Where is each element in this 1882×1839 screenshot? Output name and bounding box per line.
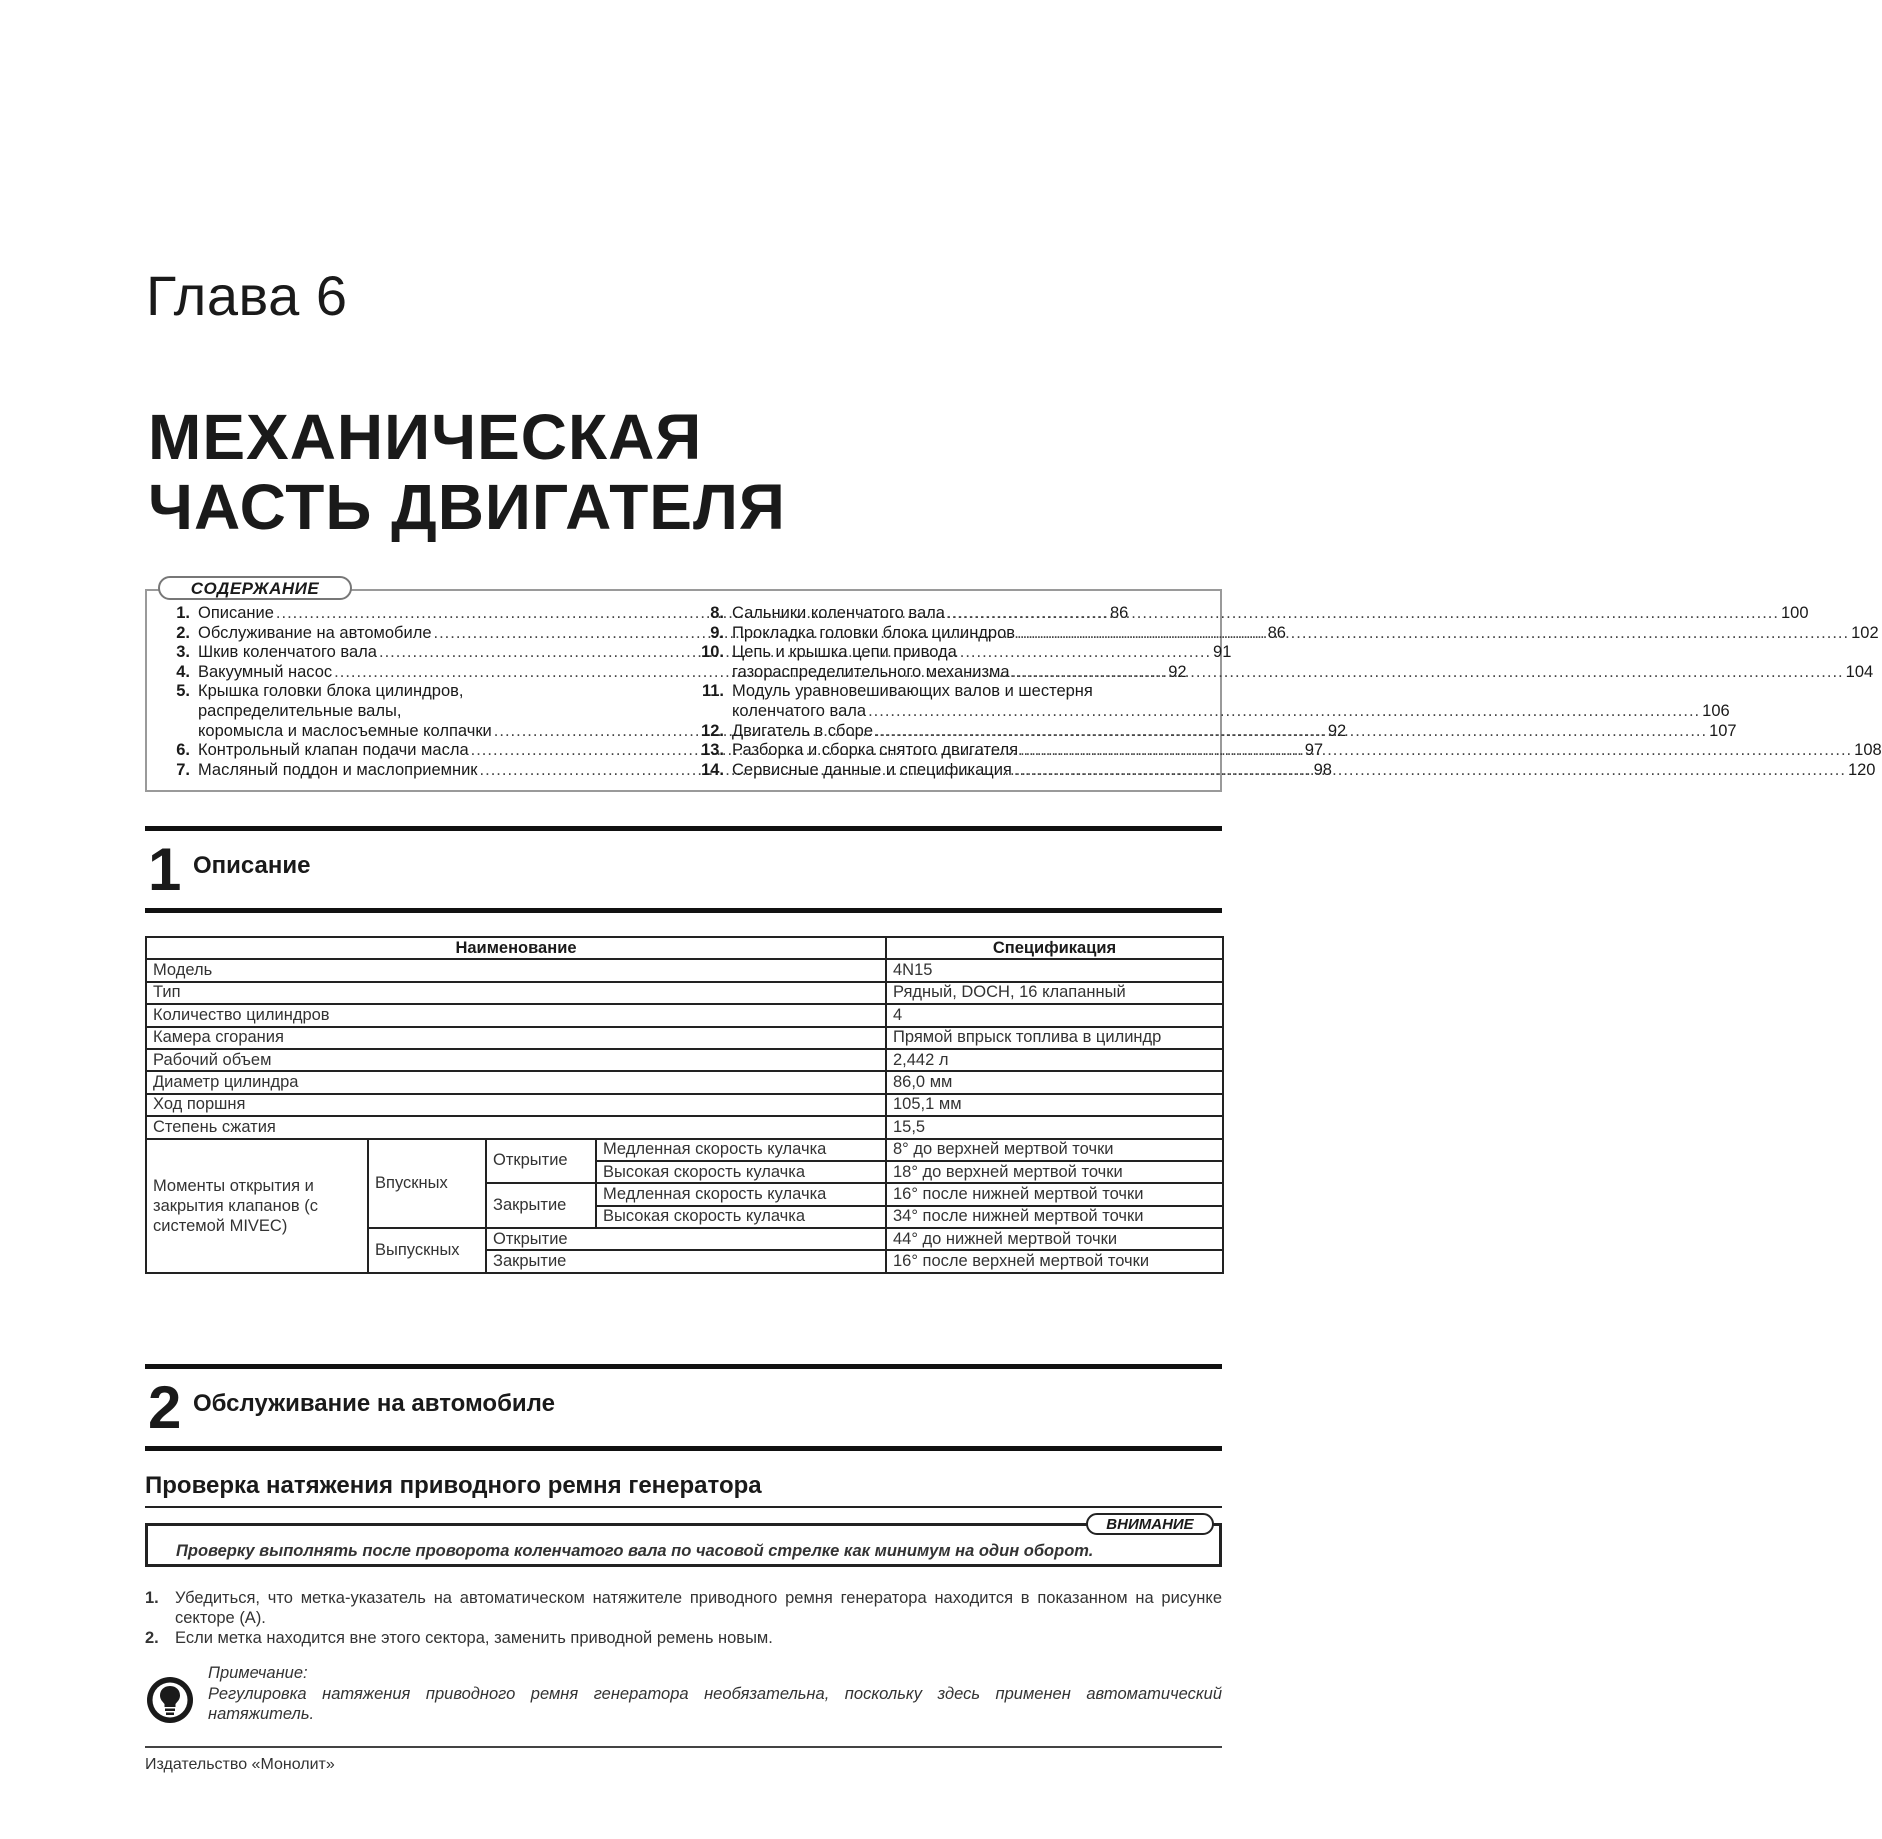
chapter-title-line2: ЧАСТЬ ДВИГАТЕЛЯ bbox=[148, 471, 786, 543]
toc-item-number: 5. bbox=[176, 682, 190, 701]
toc-item-body bbox=[732, 722, 1737, 742]
spec-table bbox=[145, 936, 1224, 1274]
spec-row-name: Рабочий объем bbox=[146, 1049, 886, 1071]
toc-item-number: 6. bbox=[176, 741, 190, 760]
step-number: 1. bbox=[145, 1589, 159, 1607]
footer-publisher: Издательство «Монолит» bbox=[145, 1756, 335, 1773]
toc-item-number: 1. bbox=[176, 604, 190, 622]
toc-page-number: 97 bbox=[1304, 741, 1324, 760]
section1-title: Описание bbox=[193, 852, 311, 879]
toc-item-title: распределительные валы, bbox=[198, 701, 402, 720]
toc-page-number: 102 bbox=[1851, 623, 1879, 642]
toc-item-title: Модуль уравновешивающих валов и шестерня bbox=[732, 682, 1093, 701]
cam-slow-label: Медленная скорость кулачка bbox=[596, 1139, 886, 1161]
lightbulb-icon bbox=[145, 1675, 195, 1725]
toc-item bbox=[690, 682, 1730, 721]
step-item bbox=[145, 1628, 1222, 1648]
toc-item-number: 3. bbox=[176, 643, 190, 662]
spec-row-value: Прямой впрыск топлива в цилиндр bbox=[886, 1027, 1223, 1049]
toc-line bbox=[732, 761, 1875, 781]
section1-top-rule bbox=[145, 826, 1222, 831]
step-item bbox=[145, 1588, 1222, 1628]
toc-item-title: Цепь и крышка цепи привода bbox=[732, 643, 957, 662]
intake-label: Впускных bbox=[368, 1139, 486, 1229]
toc-item-number: 9. bbox=[710, 623, 724, 642]
valve-timing-label: Моменты открытия и закрытия клапанов (с системой MIVEC) bbox=[146, 1139, 368, 1273]
spec-row bbox=[146, 959, 1223, 981]
valve-row bbox=[146, 1139, 1223, 1161]
note-label: Примечание: bbox=[208, 1664, 308, 1682]
toc-page-number: 92 bbox=[1327, 721, 1347, 740]
spec-row bbox=[146, 982, 1223, 1004]
chapter-title bbox=[148, 402, 786, 542]
toc-line bbox=[732, 722, 1737, 742]
spec-row bbox=[146, 1094, 1223, 1116]
spec-row bbox=[146, 1049, 1223, 1071]
footer-rule bbox=[145, 1746, 1222, 1748]
toc-item-number: 14. bbox=[701, 760, 724, 779]
toc-page-number: 120 bbox=[1847, 760, 1876, 779]
intake-open-slow-value: 8° до верхней мертвой точки bbox=[886, 1139, 1223, 1161]
toc-line bbox=[732, 643, 1873, 663]
spec-row-value: 15,5 bbox=[886, 1116, 1223, 1138]
exhaust-close-value: 16° после верхней мертвой точки bbox=[886, 1250, 1223, 1272]
warning-text: Проверку выполнять после проворота коленчатого вала по часовой стрелке как минимум на один оборот. bbox=[176, 1542, 1094, 1560]
exhaust-open-value: 44° до нижней мертвой точки bbox=[886, 1228, 1223, 1250]
toc-page-number: 104 bbox=[1845, 662, 1874, 681]
toc-item-title: газораспределительного механизма bbox=[732, 662, 1010, 681]
cam-slow-label: Медленная скорость кулачка bbox=[596, 1183, 886, 1205]
toc-page-number: 86 bbox=[1109, 604, 1129, 622]
toc-item-title: Сервисные данные и спецификация bbox=[732, 760, 1012, 779]
toc-line bbox=[732, 663, 1873, 683]
toc-item-title: Шкив коленчатого вала bbox=[198, 643, 377, 662]
toc-leader-dots bbox=[1014, 761, 1846, 781]
toc-item-number: 10. bbox=[701, 643, 724, 662]
toc-page-number: 92 bbox=[1168, 662, 1187, 681]
spec-row bbox=[146, 1004, 1223, 1026]
toc-page-number: 98 bbox=[1313, 760, 1332, 779]
toc-item-body bbox=[732, 761, 1875, 781]
toc-item-body bbox=[732, 624, 1879, 644]
toc-item-body bbox=[732, 741, 1882, 761]
toc-line bbox=[732, 741, 1882, 761]
cam-fast-label: Высокая скорость кулачка bbox=[596, 1161, 886, 1183]
toc-item-number: 12. bbox=[701, 721, 724, 740]
toc-leader-dots bbox=[947, 604, 1779, 624]
subsection-heading: Проверка натяжения приводного ремня генератора bbox=[145, 1472, 1222, 1508]
toc-page-number: 91 bbox=[1213, 643, 1232, 662]
toc-item-title: Крышка головки блока цилиндров, bbox=[198, 682, 464, 701]
toc-item-title: Сальники коленчатого вала bbox=[732, 604, 945, 622]
toc-item-body bbox=[732, 682, 1730, 721]
toc-item bbox=[690, 604, 1809, 624]
toc-item-number: 7. bbox=[176, 760, 190, 779]
section2-title: Обслуживание на автомобиле bbox=[193, 1390, 555, 1417]
toc-page-number: 106 bbox=[1702, 701, 1730, 720]
toc-leader-dots bbox=[1017, 624, 1849, 644]
chapter-label: Глава 6 bbox=[146, 264, 348, 327]
exhaust-label: Выпускных bbox=[368, 1228, 486, 1273]
toc-item-title: коленчатого вала bbox=[732, 701, 867, 720]
toc-item-number: 8. bbox=[710, 604, 724, 622]
toc-item-title: Разборка и сборка снятого двигателя bbox=[732, 741, 1019, 760]
toc-item-title: Двигатель в сборе bbox=[732, 721, 874, 740]
spec-row-name: Тип bbox=[146, 982, 886, 1004]
section1-number: 1 bbox=[148, 836, 182, 903]
toc-leader-dots bbox=[1012, 663, 1844, 683]
toc-item-title: Вакуумный насос bbox=[198, 662, 333, 681]
toc-item-body bbox=[732, 604, 1809, 624]
toc-heading: СОДЕРЖАНИЕ bbox=[158, 576, 352, 600]
spec-row-name: Диаметр цилиндра bbox=[146, 1071, 886, 1093]
toc-item-number: 4. bbox=[176, 662, 190, 681]
toc-line bbox=[732, 624, 1879, 644]
spec-row-value: 2,442 л bbox=[886, 1049, 1223, 1071]
spec-row-name: Модель bbox=[146, 959, 886, 981]
toc-line bbox=[732, 702, 1730, 722]
step-text: Если метка находится вне этого сектора, заменить приводной ремень новым. bbox=[175, 1629, 773, 1647]
cam-fast-label: Высокая скорость кулачка bbox=[596, 1206, 886, 1228]
spec-row-value: Рядный, DOCH, 16 клапанный bbox=[886, 982, 1223, 1004]
toc-item-number: 11. bbox=[701, 682, 724, 701]
toc-page-number: 107 bbox=[1709, 721, 1737, 740]
toc-item-body bbox=[732, 643, 1873, 682]
toc-item-title: Масляный поддон и маслоприемник bbox=[198, 760, 478, 779]
exhaust-close-label: Закрытие bbox=[486, 1250, 886, 1272]
steps-list bbox=[145, 1588, 1222, 1648]
spec-row bbox=[146, 1027, 1223, 1049]
toc-leader-dots bbox=[1020, 741, 1852, 761]
toc-item-title: Контрольный клапан подачи масла bbox=[198, 741, 469, 760]
spec-row-value: 4 bbox=[886, 1004, 1223, 1026]
intake-open-label: Открытие bbox=[486, 1139, 596, 1184]
spec-row bbox=[146, 1071, 1223, 1093]
toc-item-number: 13. bbox=[701, 741, 724, 760]
toc-item-title: Обслуживание на автомобиле bbox=[198, 623, 432, 642]
intake-open-fast-value: 18° до верхней мертвой точки bbox=[886, 1161, 1223, 1183]
spec-row-value: 4N15 bbox=[886, 959, 1223, 981]
spec-table-header bbox=[146, 937, 1223, 959]
toc-page-number: 86 bbox=[1267, 623, 1286, 642]
toc-item-number: 2. bbox=[176, 623, 190, 642]
spec-row-value: 105,1 мм bbox=[886, 1094, 1223, 1116]
section1-bottom-rule bbox=[145, 908, 1222, 913]
spec-row bbox=[146, 1116, 1223, 1138]
chapter-title-line1: МЕХАНИЧЕСКАЯ bbox=[148, 401, 703, 473]
toc-item-title: Описание bbox=[198, 604, 274, 622]
toc-line bbox=[732, 682, 1730, 702]
toc-leader-dots bbox=[868, 702, 1700, 722]
intake-close-label: Закрытие bbox=[486, 1183, 596, 1228]
warning-tag: ВНИМАНИЕ bbox=[1086, 1513, 1214, 1535]
intake-close-fast-value: 34° после нижней мертвой точки bbox=[886, 1206, 1223, 1228]
toc-page-number: 100 bbox=[1780, 604, 1809, 622]
toc-line bbox=[732, 604, 1809, 624]
spec-row-name: Камера сгорания bbox=[146, 1027, 886, 1049]
spec-row-name: Степень сжатия bbox=[146, 1116, 886, 1138]
note-text: Регулировка натяжения приводного ремня генератора необязательна, поскольку здесь применен автоматический натяжитель. bbox=[208, 1685, 1222, 1723]
exhaust-open-label: Открытие bbox=[486, 1228, 886, 1250]
toc-page-number: 108 bbox=[1854, 741, 1882, 760]
col-name-header: Наименование bbox=[146, 937, 886, 959]
intake-close-slow-value: 16° после нижней мертвой точки bbox=[886, 1183, 1223, 1205]
section2-top-rule bbox=[145, 1364, 1222, 1369]
step-text: Убедиться, что метка-указатель на автоматическом натяжителе приводного ремня генератора находится в показанном на рисунке секторе (А). bbox=[175, 1589, 1222, 1627]
section2-bottom-rule bbox=[145, 1446, 1222, 1451]
spec-row-name: Количество цилиндров bbox=[146, 1004, 886, 1026]
spec-row-name: Ход поршня bbox=[146, 1094, 886, 1116]
col-spec-header: Спецификация bbox=[886, 937, 1223, 959]
spec-row-value: 86,0 мм bbox=[886, 1071, 1223, 1093]
toc-item-title: Прокладка головки блока цилиндров bbox=[732, 623, 1016, 642]
step-number: 2. bbox=[145, 1629, 159, 1647]
toc-item-title: коромысла и маслосъемные колпачки bbox=[198, 721, 492, 740]
section2-number: 2 bbox=[148, 1374, 182, 1441]
toc-leader-dots bbox=[875, 722, 1707, 742]
